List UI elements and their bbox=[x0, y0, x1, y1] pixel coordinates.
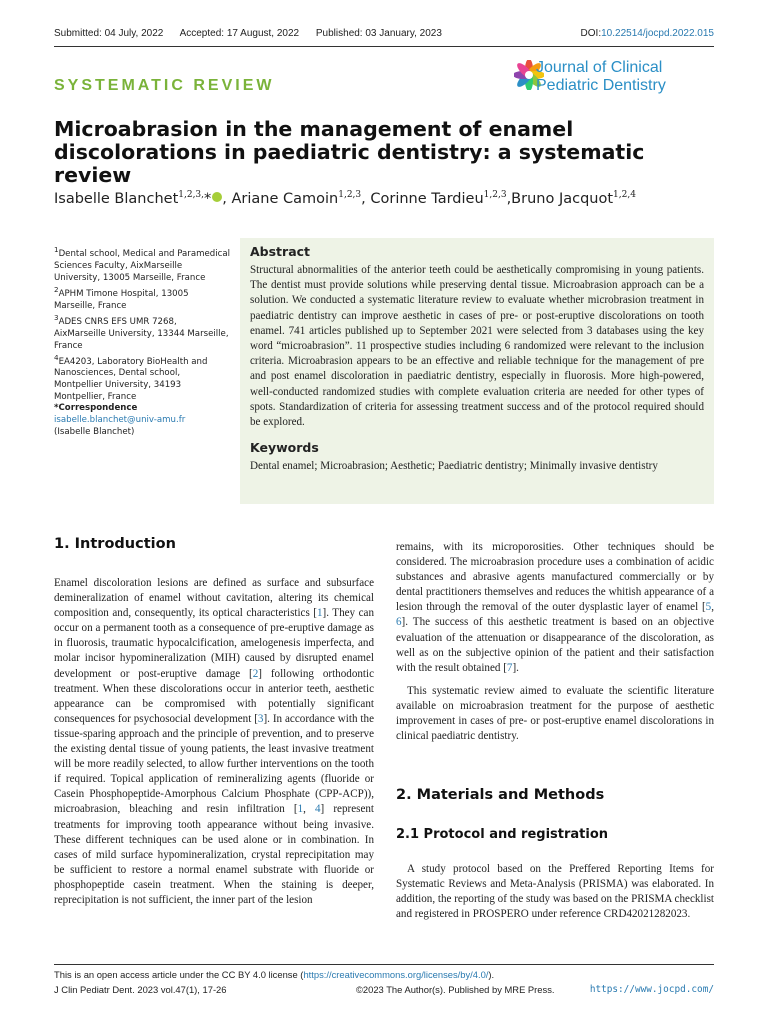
abstract-heading: Abstract bbox=[250, 244, 311, 259]
right-column bbox=[396, 540, 714, 744]
affiliation-text: EA4203, Laboratory BioHealth and Nanosciences, Dental school, Montpellier University, 34193 Montpellier, France bbox=[54, 356, 208, 403]
author-name[interactable]: Corinne Tardieu bbox=[370, 190, 484, 207]
header-rule bbox=[54, 46, 714, 47]
correspondence-email-link[interactable]: isabelle.blanchet@univ-amu.fr bbox=[54, 415, 186, 425]
citation-link[interactable]: 4 bbox=[315, 803, 321, 816]
submitted-date: Submitted: 04 July, 2022 bbox=[54, 28, 164, 39]
methods-paragraph-wrap bbox=[396, 862, 714, 922]
citation-link[interactable]: 3 bbox=[257, 712, 264, 725]
citation-link[interactable]: 2 bbox=[252, 667, 259, 680]
journal-citation: J Clin Pediatr Dent. 2023 vol.47(1), 17-26 bbox=[54, 984, 227, 995]
published-date: Published: 03 January, 2023 bbox=[315, 28, 442, 39]
affiliation bbox=[54, 352, 230, 404]
doi-link[interactable]: 10.22514/jocpd.2022.015 bbox=[601, 28, 714, 39]
methods-paragraph: A study protocol based on the Preffered Reporting Items for Systematic Reviews and Meta-Analysis (PRISMA) was elaborated. In addition, the reporting of the study was based on the PRISMA checklist and registered in PROSPERO under reference CRD42021282023. bbox=[396, 863, 714, 921]
citation-link[interactable]: 6 bbox=[396, 616, 402, 629]
affiliation bbox=[54, 244, 230, 284]
correspondence bbox=[54, 402, 230, 438]
footer-rule bbox=[54, 964, 714, 965]
article-dates-bar bbox=[54, 28, 714, 44]
affiliations bbox=[54, 244, 230, 403]
methods-heading: 2. Materials and Methods bbox=[396, 787, 605, 803]
keywords-text: Dental enamel; Microabrasion; Aesthetic; Paediatric dentistry; Minimally invasive dentistry bbox=[250, 460, 658, 473]
author-list: Isabelle Blanchet$^{1,2,3,}$* , Ariane Camoin$^{1,2,3}$, Corinne Tardieu$^{1,2,3}$,Bruno Jacquot$^{1,2,4}$ bbox=[54, 190, 636, 207]
author-affiliation-sup: 1,2,3 bbox=[338, 190, 362, 200]
affiliation bbox=[54, 284, 230, 312]
journal-logo bbox=[514, 58, 714, 98]
left-column bbox=[54, 576, 374, 908]
affiliation-sup: 4 bbox=[54, 352, 59, 362]
license-link[interactable]: https://creativecommons.org/licenses/by/4.0/ bbox=[303, 969, 489, 980]
citation-link[interactable]: 1 bbox=[317, 607, 323, 620]
affiliation-sup: 2 bbox=[54, 284, 59, 294]
intro-paragraph: Enamel discoloration lesions are defined as surface and subsurface demineralization of enamel without cavitation, altering its chemical composition and, consequently, its optical characteristics [1]. They can occur on a permanent tooth as a consequence of pre-eruptive damage as in fluorosis, traumatic hypocalcification, amelogenesis imperfecta, and molar incisor hypomineralization (MIH) caused by disrupted enamel development or post-eruptive damage [2] following orthodontic treatment. When these discolorations occur in anterior teeth, aesthetic appearance can be compromised with potentially significant consequences for psychosocial development [3]. In accordance with the tissue-sparing approach and the principle of prevention, and to preserve the existing dental tissue of young patients, the least invasive treatment will be more readily selected, to allow further interventions on the tooth if required. Topical application of remineralizing agents (fluoride or Casein Phosphopeptide-Amorphous Calcium Phosphate (CPP-ACP)), microabrasion, bleaching and resin infiltration [1, 4] represent treatments for improving tooth appearance without being invasive. These different techniques can be used alone or in combination. In cases of mild surface hypomineralization, crystal reprecipitation may be sufficient to restore a normal enamel substrate with fluoride or phosphopeptide casein treatment. When the staining is deeper, reprecipitation is not sufficient, the inner part of the lesion bbox=[54, 577, 374, 906]
doi-label: DOI: bbox=[580, 28, 602, 39]
license-note: This is an open access article under the CC BY 4.0 license (https://creativecommons.org/licenses/by/4.0/). bbox=[54, 969, 495, 980]
journal-name-line2: Pediatric Dentistry bbox=[536, 77, 666, 94]
intro-paragraph-continued: remains, with its microporosities. Other techniques should be considered. The microabrasion procedure uses a combination of acidic substances and abrasive agents manufactured commercially or by dental practitioners themselves and reduces the whitish appearance of a lesion through the removal of the outer dysplastic layer of enamel [5, 6]. The success of this aesthetic treatment is based on an objective evaluation of the attenuation or disappearance of the discoloration, as well as on the subjective opinion of the patient and their satisfaction with the result obtained [7]. bbox=[396, 541, 714, 674]
affiliation-text: Dental school, Medical and Paramedical Sciences Faculty, AixMarseille University, 13005 Marseille, France bbox=[54, 248, 230, 283]
abstract-text: Structural abnormalities of the anterior teeth could be aesthetically compromising in young patients. The dentist must provide solutions while preserving dental tissue. Microabrasion approach can be a solution. We conducted a systematic literature review to evaluate whether microbrasion treatment in paediatric dentistry can improve aesthetic in cases of pre- or post-eruptive discolorations on tooth enamel. 741 articles published up to September 2021 were selected from 3 databases using the key word “microabrasion”. 11 prospective studies including 6 randomized were relevant to the inclusion criteria. Microabrasion appears to be an effective and reliable technique for the management of pre and post enamel discoloration in paediatric dentistry, especially in fluorosis. More high-powered, well-conducted randomized studies with complete evaluation criteria are needed for other types of spots. Standardization of criteria for assessing treatment success and of the protocol required should be explored. bbox=[250, 264, 704, 429]
correspondence-heading: *Correspondence bbox=[54, 403, 138, 413]
author-name[interactable]: Isabelle Blanchet bbox=[54, 190, 179, 207]
affiliation bbox=[54, 312, 230, 352]
affiliation-sup: 1 bbox=[54, 245, 59, 254]
citation-link[interactable]: 1 bbox=[297, 803, 304, 816]
affiliation-text: ADES CNRS EFS UMR 7268, AixMarseille University, 13344 Marseille, France bbox=[54, 316, 229, 351]
citation-link[interactable]: 5 bbox=[705, 601, 712, 614]
copyright: ©2023 The Author(s). Published by MRE Press. bbox=[356, 984, 555, 995]
accepted-date: Accepted: 17 August, 2022 bbox=[179, 28, 300, 39]
journal-name-line1: Journal of Clinical bbox=[536, 59, 663, 76]
abstract-box bbox=[240, 238, 714, 504]
author-name[interactable]: Ariane Camoin bbox=[231, 190, 339, 207]
journal-name bbox=[536, 59, 714, 95]
author-name[interactable]: Bruno Jacquot bbox=[511, 190, 614, 207]
keywords-heading: Keywords bbox=[250, 440, 319, 456]
doi bbox=[581, 28, 714, 39]
journal-url-link[interactable]: https://www.jocpd.com/ bbox=[589, 984, 714, 995]
author-affiliation-sup: 1,2,3 bbox=[483, 190, 507, 200]
author-affiliation-sup: 1,2,3, bbox=[178, 190, 205, 200]
corresponding-marker: * bbox=[204, 190, 212, 207]
citation-link[interactable]: 7 bbox=[506, 661, 513, 674]
article-title: Microabrasion in the management of enamel discolorations in paediatric dentistry: a systematic review bbox=[54, 117, 645, 187]
affiliation-text: APHM Timone Hospital, 13005 Marseille, France bbox=[54, 288, 189, 311]
author-affiliation-sup: 1,2,4 bbox=[613, 190, 636, 200]
introduction-heading: 1. Introduction bbox=[54, 536, 176, 552]
protocol-subheading: 2.1 Protocol and registration bbox=[396, 827, 609, 842]
section-tag: SYSTEMATIC REVIEW bbox=[54, 77, 275, 94]
correspondence-name: (Isabelle Blanchet) bbox=[54, 427, 135, 437]
orcid-icon[interactable] bbox=[212, 192, 222, 202]
intro-aim-paragraph: This systematic review aimed to evaluate the scientific literature available on microabrasion treatment for the purpose of aesthetic improvement in cases of pre- or post-eruptive enamel discolorations in clinical paediatric dentistry. bbox=[396, 684, 714, 743]
affiliation-sup: 3 bbox=[54, 312, 59, 322]
